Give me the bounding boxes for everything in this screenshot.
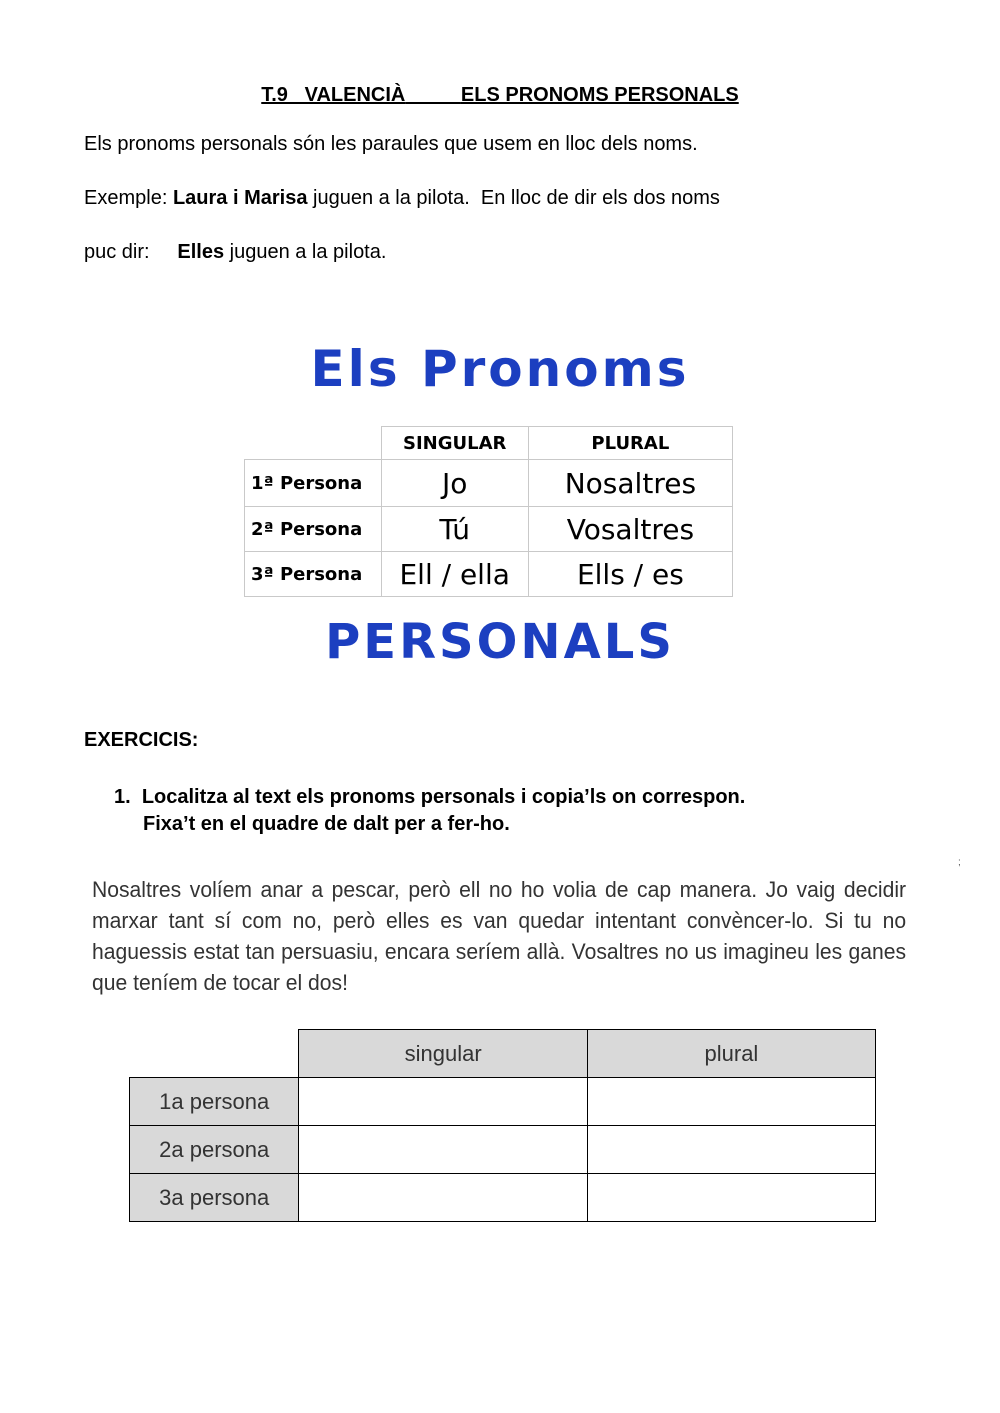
stray-mark: ; <box>958 857 961 868</box>
line3-prefix: puc dir: <box>84 241 178 263</box>
poster-heading-bottom: PERSONALS <box>325 614 675 670</box>
pronoun-cell: Tú <box>381 507 528 552</box>
answer-row-label: 3a persona <box>130 1174 299 1222</box>
pronoun-cell: Ells / es <box>528 552 732 597</box>
pronouns-table-corner <box>245 427 382 460</box>
intro-line-1: Els pronoms personals són les paraules que usem en lloc dels noms. <box>84 133 698 155</box>
pronoun-cell: Nosaltres <box>528 460 732 507</box>
answer-table-corner <box>130 1030 299 1078</box>
example-rest: juguen a la pilota. En lloc de dir els dos noms <box>307 187 720 209</box>
pronouns-row-label: 3ª Persona <box>245 552 382 597</box>
pronouns-col-plural: PLURAL <box>528 427 732 460</box>
exercise-1-line-1: Localitza al text els pronoms personals i copia’ls on correspon. <box>141 786 746 808</box>
example-prefix: Exemple: <box>84 187 173 209</box>
answer-cell-3a-plural[interactable] <box>587 1174 875 1222</box>
pronouns-table <box>244 426 733 597</box>
answer-table <box>129 1029 876 1222</box>
answer-col-singular: singular <box>299 1030 587 1078</box>
intro-line-3 <box>84 241 386 264</box>
answer-cell-2a-plural[interactable] <box>587 1126 875 1174</box>
pronouns-col-singular: SINGULAR <box>381 427 528 460</box>
exercise-text: Nosaltres volíem anar a pescar, però ell no ho volia de cap manera. Jo vaig decidir marxar tant sí com no, però elles es van quedar intentant convèncer-lo. Si tu no haguessis estat tan persuasiu, encara seríem allà. Vosaltres no us imagineu les ganes que teníem de tocar el dos! <box>92 877 907 995</box>
exercise-1-number: 1. <box>114 786 131 808</box>
answer-row-label: 2a persona <box>130 1126 299 1174</box>
answer-col-plural: plural <box>587 1030 875 1078</box>
title-unit: T.9 VALENCIÀ <box>261 84 406 106</box>
pronouns-row-label: 2ª Persona <box>245 507 382 552</box>
example-names: Laura i Marisa <box>172 187 308 209</box>
answer-cell-3a-singular[interactable] <box>299 1174 587 1222</box>
intro-example <box>84 187 720 210</box>
exercises-heading: EXERCICIS: <box>84 729 199 751</box>
pronouns-row-label: 1ª Persona <box>245 460 382 507</box>
pronoun-cell: Ell / ella <box>381 552 528 597</box>
answer-row-label: 1a persona <box>130 1078 299 1126</box>
page-title <box>0 84 1000 107</box>
exercise-1-instructions <box>114 784 745 838</box>
answer-cell-1a-singular[interactable] <box>299 1078 587 1126</box>
answer-cell-2a-singular[interactable] <box>299 1126 587 1174</box>
answer-cell-1a-plural[interactable] <box>587 1078 875 1126</box>
line3-rest: juguen a la pilota. <box>224 241 387 263</box>
pronoun-cell: Jo <box>381 460 528 507</box>
line3-pronoun: Elles <box>177 241 225 263</box>
poster-heading-top: Els Pronoms <box>310 340 690 398</box>
pronoun-cell: Vosaltres <box>528 507 732 552</box>
title-topic: ELS PRONOMS PERSONALS <box>460 84 739 106</box>
exercise-1-line-2: Fixa’t en el quadre de dalt per a fer-ho. <box>143 813 510 835</box>
